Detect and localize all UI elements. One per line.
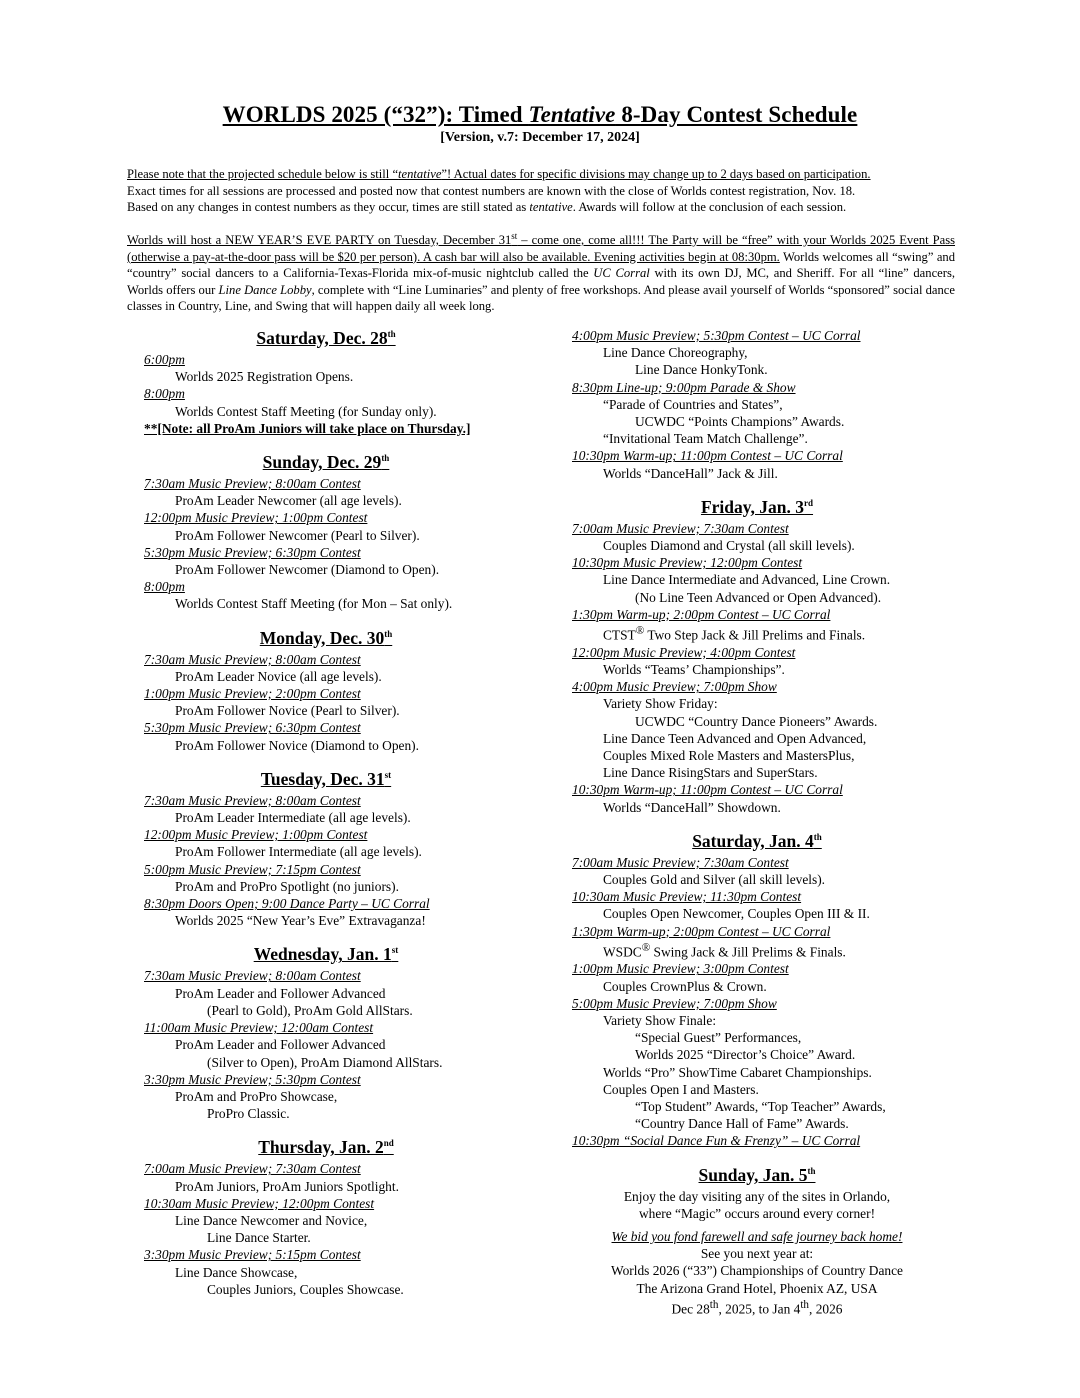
- event-line: ProAm Leader Newcomer (all age levels).: [175, 493, 402, 509]
- juniors-note: **[Note: all ProAm Juniors will take place on Thursday.]: [144, 420, 471, 436]
- schedule-column-right: [572, 327, 962, 1318]
- event-line: Worlds “Pro” ShowTime Cabaret Championships.: [603, 1064, 872, 1080]
- time-slot: 1:30pm Warm-up; 2:00pm Contest – UC Corral: [572, 923, 831, 939]
- event-line: CTST® Two Step Jack & Jill Prelims and Finals.: [603, 625, 866, 643]
- event-line: Worlds “DanceHall” Jack & Jill.: [603, 465, 778, 481]
- intro-line-2: Exact times for all sessions are processed and posted now that contest numbers are known with the close of Worlds contest registration, Nov. 18.: [127, 183, 856, 198]
- event-line: ProAm Juniors, ProAm Juniors Spotlight.: [175, 1178, 399, 1194]
- event-line: “Special Guest” Performances,: [635, 1030, 802, 1046]
- time-slot: 7:00am Music Preview; 7:30am Contest: [144, 1161, 361, 1177]
- time-slot: 1:00pm Music Preview; 2:00pm Contest: [144, 686, 361, 702]
- time-slot: 11:00am Music Preview; 12:00am Contest: [144, 1020, 374, 1036]
- time-slot: 8:30pm Doors Open; 9:00 Dance Party – UC Corral: [144, 896, 430, 912]
- event-line: “Parade of Countries and States”,: [603, 396, 783, 412]
- time-slot: 7:30am Music Preview; 8:00am Contest: [144, 476, 361, 492]
- day-heading: Monday, Dec. 30th: [259, 627, 393, 648]
- spacer: [144, 754, 540, 768]
- event-line: Line Dance HonkyTonk.: [635, 362, 768, 378]
- time-slot: 10:30am Music Preview; 12:00pm Contest: [144, 1195, 375, 1211]
- event-line: Line Dance Teen Advanced and Open Advanced,: [603, 730, 867, 746]
- closing-line: See you next year at:: [700, 1246, 814, 1262]
- closing-line: Worlds 2026 (“33”) Championships of Country Dance: [611, 1263, 903, 1279]
- page-title: [0, 102, 1080, 128]
- time-slot: 10:30pm “Social Dance Fun & Frenzy” – UC Corral: [572, 1133, 861, 1149]
- day-heading: Wednesday, Jan. 1st: [253, 944, 399, 965]
- event-line: ProAm and ProPro Spotlight (no juniors).: [175, 878, 399, 894]
- event-line: ProAm Leader Intermediate (all age levels).: [175, 810, 411, 826]
- day-heading: Thursday, Jan. 2nd: [258, 1137, 394, 1158]
- intro-line-1: Please note that the projected schedule below is still “tentative”! Actual dates for specific divisions may change up to 2 days based on participation.: [127, 167, 871, 181]
- time-slot: 10:30am Music Preview; 11:30pm Contest: [572, 889, 802, 905]
- event-line: Line Dance Showcase,: [175, 1264, 298, 1280]
- event-line: Couples Open Newcomer, Couples Open III & II.: [603, 906, 870, 922]
- event-line: WSDC® Swing Jack & Jill Prelims & Finals.: [603, 941, 846, 960]
- event-line: Couples CrownPlus & Crown.: [603, 978, 767, 994]
- event-line: UCWDC “Country Dance Pioneers” Awards.: [635, 713, 878, 729]
- event-line: Worlds 2025 “New Year’s Eve” Extravaganza!: [175, 913, 426, 929]
- time-slot: 5:00pm Music Preview; 7:00pm Show: [572, 995, 777, 1011]
- day-heading: Saturday, Dec. 28th: [256, 328, 396, 348]
- farewell-line: We bid you fond farewell and safe journey back home!: [611, 1229, 903, 1245]
- spacer: [572, 816, 962, 830]
- event-line: (No Line Teen Advanced or Open Advanced).: [635, 589, 882, 605]
- title-text-italic: Tentative: [528, 102, 616, 127]
- time-slot: 1:30pm Warm-up; 2:00pm Contest – UC Corral: [572, 606, 831, 622]
- event-line: Couples Gold and Silver (all skill levels).: [603, 871, 826, 887]
- title-text-start: WORLDS 2025 (“32”): Timed: [222, 102, 529, 127]
- event-line: Line Dance Starter.: [207, 1230, 311, 1246]
- day-heading: Friday, Jan. 3rd: [700, 496, 814, 517]
- event-line: Worlds 2025 “Director’s Choice” Award.: [635, 1047, 856, 1063]
- event-line: (Silver to Open), ProAm Diamond AllStars.: [207, 1054, 443, 1070]
- time-slot: 1:00pm Music Preview; 3:00pm Contest: [572, 961, 789, 977]
- intro-paragraph-2: [127, 232, 955, 315]
- event-line: “Invitational Team Match Challenge”.: [603, 431, 808, 447]
- event-line: “Country Dance Hall of Fame” Awards.: [635, 1116, 849, 1132]
- time-slot: 12:00pm Music Preview; 1:00pm Contest: [144, 827, 368, 843]
- event-line: ProAm Leader and Follower Advanced: [175, 1037, 386, 1053]
- event-line: Worlds “DanceHall” Showdown.: [603, 799, 781, 815]
- day-heading: Sunday, Jan. 5th: [698, 1164, 816, 1185]
- title-text-end: 8-Day Contest Schedule: [615, 102, 858, 127]
- intro-line-3: Based on any changes in contest numbers as they occur, times are still stated as tentative. Awards will follow at the conclusion of each session.: [127, 200, 847, 215]
- event-line: Couples Mixed Role Masters and MastersPlus,: [603, 747, 855, 763]
- time-slot: 5:00pm Music Preview; 7:15pm Contest: [144, 861, 361, 877]
- time-slot: 12:00pm Music Preview; 4:00pm Contest: [572, 644, 796, 660]
- event-line: UCWDC “Points Champions” Awards.: [635, 414, 845, 430]
- time-slot: 4:00pm Music Preview; 7:00pm Show: [572, 679, 777, 695]
- event-line: ProAm Follower Novice (Pearl to Silver).: [175, 703, 400, 719]
- closing-line: where “Magic” occurs around every corner!: [638, 1205, 876, 1221]
- event-line: ProAm Leader Novice (all age levels).: [175, 668, 382, 684]
- day-heading: Saturday, Jan. 4th: [692, 830, 822, 851]
- day-heading: Sunday, Dec. 29th: [262, 452, 390, 473]
- event-line: Line Dance RisingStars and SuperStars.: [603, 765, 818, 781]
- time-slot: 7:00am Music Preview; 7:30am Contest: [572, 520, 789, 536]
- time-slot: 5:30pm Music Preview; 6:30pm Contest: [144, 720, 361, 736]
- closing-line: Enjoy the day visiting any of the sites in Orlando,: [623, 1188, 891, 1204]
- event-line: Line Dance Newcomer and Novice,: [175, 1212, 368, 1228]
- event-line: Variety Show Friday:: [603, 696, 718, 712]
- event-line: ProPro Classic.: [207, 1106, 290, 1122]
- event-line: Line Dance Intermediate and Advanced, Line Crown.: [603, 572, 891, 588]
- time-slot: 3:30pm Music Preview; 5:15pm Contest: [144, 1247, 361, 1263]
- event-line: ProAm Follower Intermediate (all age levels).: [175, 844, 422, 860]
- schedule-column-left: [144, 327, 540, 1298]
- event-line: Worlds Contest Staff Meeting (for Mon – Sat only).: [175, 596, 453, 612]
- time-slot: 12:00pm Music Preview; 1:00pm Contest: [144, 510, 368, 526]
- event-line: Couples Juniors, Couples Showcase.: [207, 1281, 404, 1297]
- time-slot: 3:30pm Music Preview; 5:30pm Contest: [144, 1071, 361, 1087]
- spacer: [144, 437, 540, 451]
- event-line: ProAm and ProPro Showcase,: [175, 1088, 338, 1104]
- event-line: Worlds Contest Staff Meeting (for Sunday only).: [175, 403, 437, 419]
- spacer: [144, 929, 540, 943]
- event-line: ProAm Leader and Follower Advanced: [175, 985, 386, 1001]
- event-line: ProAm Follower Novice (Diamond to Open).: [175, 737, 419, 753]
- time-slot: 10:30pm Music Preview; 12:00pm Contest: [572, 555, 803, 571]
- day-heading: Tuesday, Dec. 31st: [260, 768, 392, 789]
- event-line: Couples Diamond and Crystal (all skill levels).: [603, 538, 855, 554]
- closing-line: The Arizona Grand Hotel, Phoenix AZ, USA: [636, 1280, 878, 1296]
- party-announcement: Worlds will host a NEW YEAR’S EVE PARTY on Tuesday, December 31st – come one, come all!!! The Party will be “free” with your Worlds 2025 Event Pass (otherwise a pay-at-the-door pass will be $20 per person). A cash bar will also be available. Evening activities begin at 08:30pm. Worlds welcomes all “swing” and “country” social dancers to a California-Texas-Florida mix-of-music nightclub called the UC Corral with its own DJ, MC, and Sheriff. For all “line” dancers, Worlds offers our Line Dance Lobby, complete with “Line Luminaries” and plenty of free workshops. And please avail yourself of Worlds “sponsored” social dance classes in Country, Line, and Swing that will happen daily all week long.: [127, 230, 956, 314]
- event-line: Couples Open I and Masters.: [603, 1081, 759, 1097]
- next-year-dates: Dec 28th, 2025, to Jan 4th, 2026: [671, 1298, 843, 1317]
- time-slot: 7:00am Music Preview; 7:30am Contest: [572, 854, 789, 870]
- time-slot: 8:30pm Line-up; 9:00pm Parade & Show: [572, 379, 796, 395]
- event-line: (Pearl to Gold), ProAm Gold AllStars.: [207, 1002, 413, 1018]
- time-slot: 10:30pm Warm-up; 11:00pm Contest – UC Corral: [572, 448, 843, 464]
- spacer: [572, 1150, 962, 1164]
- event-line: “Top Student” Awards, “Top Teacher” Awards,: [635, 1099, 886, 1115]
- time-slot: 7:30am Music Preview; 8:00am Contest: [144, 651, 361, 667]
- event-line: ProAm Follower Newcomer (Diamond to Open).: [175, 562, 440, 578]
- intro-paragraph-1: [127, 166, 955, 216]
- time-slot: 8:00pm: [144, 579, 185, 595]
- time-slot: 7:30am Music Preview; 8:00am Contest: [144, 968, 361, 984]
- party-underlined-text: Worlds will host a NEW YEAR’S EVE PARTY on Tuesday, December 31st – come one, come all!!! The Party will be “free” with your Worlds 2025 Event Pass (otherwise a pay-at-the-door pass will be $20 per person). A cash bar will also be available. Evening activities begin at 08:30pm.: [127, 230, 956, 264]
- version-line: [Version, v.7: December 17, 2024]: [440, 130, 640, 145]
- spacer: [144, 613, 540, 627]
- spacer: [572, 482, 962, 496]
- time-slot: 6:00pm: [144, 352, 185, 367]
- time-slot: 7:30am Music Preview; 8:00am Contest: [144, 792, 361, 808]
- time-slot: 8:00pm: [144, 386, 185, 402]
- event-line: Variety Show Finale:: [603, 1013, 717, 1029]
- event-line: Line Dance Choreography,: [603, 345, 748, 361]
- event-line: ProAm Follower Newcomer (Pearl to Silver).: [175, 527, 420, 543]
- time-slot: 10:30pm Warm-up; 11:00pm Contest – UC Corral: [572, 782, 843, 798]
- time-slot: 4:00pm Music Preview; 5:30pm Contest – UC Corral: [572, 328, 861, 343]
- event-line: Worlds “Teams’ Championships”.: [603, 661, 785, 677]
- spacer: [144, 1122, 540, 1136]
- event-line: Worlds 2025 Registration Opens.: [175, 369, 354, 385]
- time-slot: 5:30pm Music Preview; 6:30pm Contest: [144, 544, 361, 560]
